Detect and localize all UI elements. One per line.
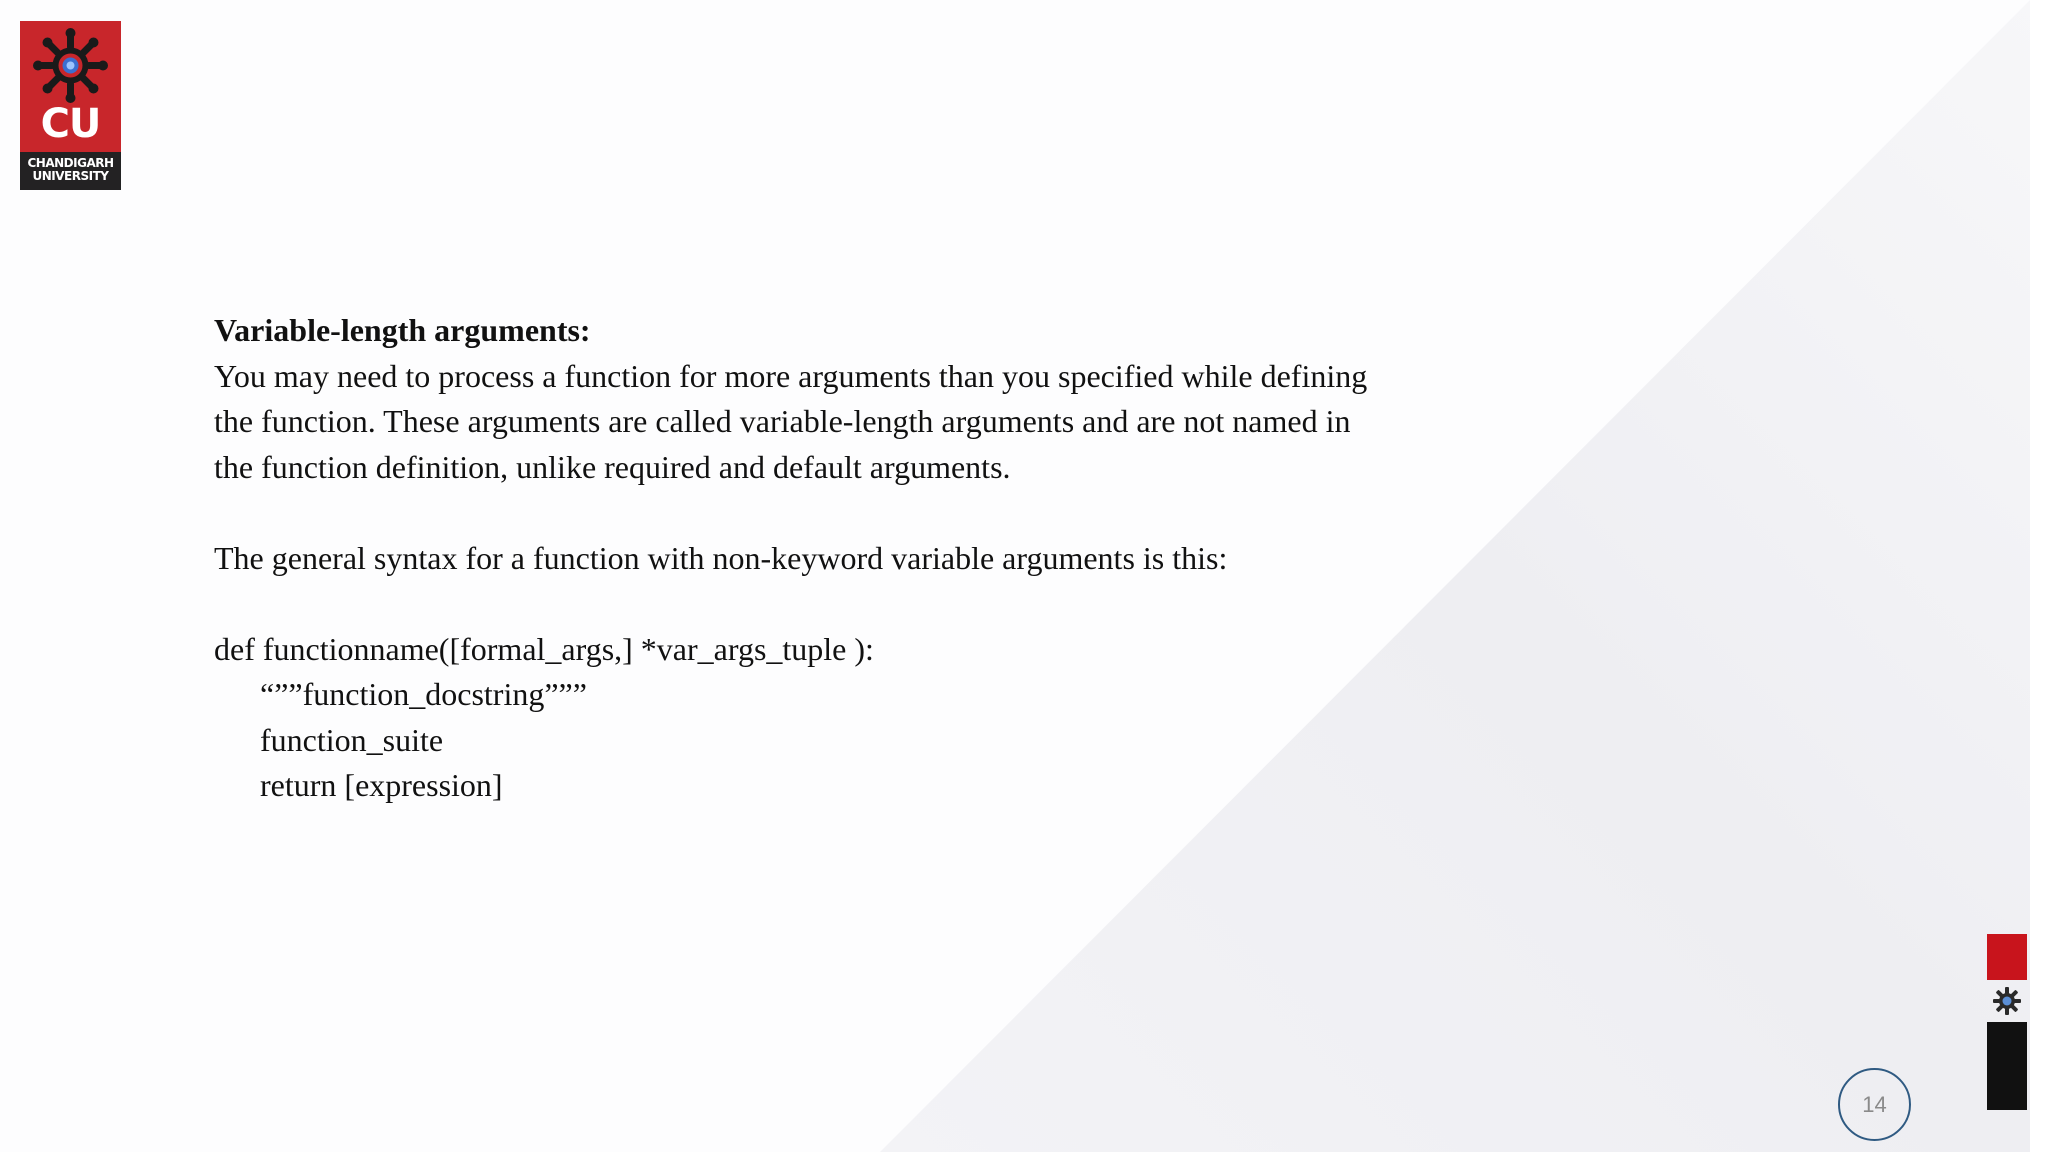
edge-accent-black-block [1987,1022,2027,1110]
edge-accent-red-block [1987,934,2027,980]
paragraph-line: You may need to process a function for more arguments than you specified while defining [214,357,1368,394]
code-line-def: def functionname([formal_args,] *var_args_tuple ): [214,630,874,667]
spacer [214,581,1514,627]
paragraph-line: the function. These arguments are called variable-length arguments and are not named in [214,403,1351,439]
section-heading: Variable-length arguments: [214,312,591,348]
slide-content [214,308,1514,809]
syntax-intro: The general syntax for a function with non-keyword variable arguments is this: [214,539,1228,576]
paragraph-line: the function definition, unlike required and default arguments. [214,448,1011,485]
logo-abbreviation: CU [40,101,101,147]
university-emblem-icon [32,27,109,104]
code-line-suite: function_suite [260,721,444,758]
university-logo [20,21,121,190]
code-line-docstring: “””function_docstring””” [260,676,587,712]
spacer [214,490,1514,536]
gear-icon [1991,985,2023,1017]
logo-name-line2: UNIVERSITY [32,169,109,183]
code-line-return: return [expression] [260,767,503,803]
logo-name-line1: CHANDIGARH [27,156,114,170]
slide-number-badge: 14 [1838,1068,1911,1141]
